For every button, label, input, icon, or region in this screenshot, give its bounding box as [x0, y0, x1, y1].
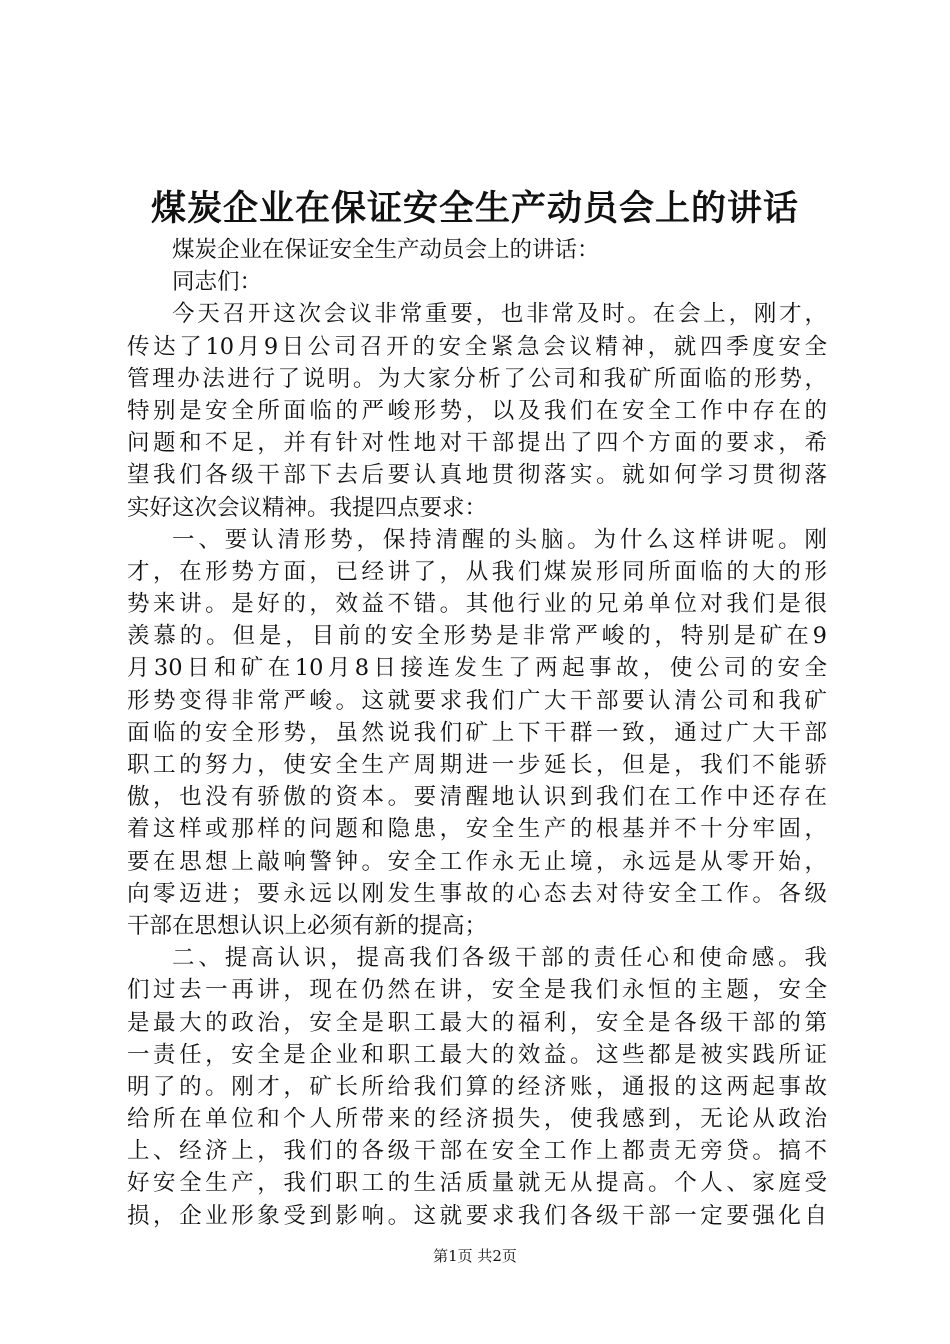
body-line: 上、经济上，我们的各级干部在安全工作上都责无旁贷。搞不	[127, 1138, 827, 1165]
body-line: 要在思想上敲响警钟。安全工作永无止境，永远是从零开始，	[127, 848, 827, 875]
body-line: 一、要认清形势，保持清醒的头脑。为什么这样讲呢。刚	[172, 526, 827, 553]
body-line: 给所在单位和个人所带来的经济损失，使我感到，无论从政治	[127, 1106, 827, 1133]
body-line: 实好这次会议精神。我提四点要求：	[127, 494, 488, 521]
document-title: 煤炭企业在保证安全生产动员会上的讲话	[150, 189, 799, 229]
body-line: 一责任，安全是企业和职工最大的效益。这些都是被实践所证	[127, 1041, 827, 1068]
page-footer	[0, 1246, 950, 1266]
body-line: 着这样或那样的问题和隐患，安全生产的根基并不十分牢固，	[127, 816, 827, 843]
body-line: 特别是安全所面临的严峻形势，以及我们在安全工作中存在的	[127, 397, 827, 424]
body-line: 干部在思想认识上必须有新的提高；	[127, 912, 488, 939]
body-line: 望我们各级干部下去后要认真地贯彻落实。就如何学习贯彻落	[127, 462, 827, 489]
body-line: 傲，也没有骄傲的资本。要清醒地认识到我们在工作中还存在	[127, 784, 827, 811]
body-line: 势来讲。是好的，效益不错。其他行业的兄弟单位对我们是很	[127, 591, 827, 618]
body-line: 才，在形势方面，已经讲了，从我们煤炭形同所面临的大的形	[127, 558, 827, 585]
body-line: 管理办法进行了说明。为大家分析了公司和我矿所面临的形势，	[127, 365, 827, 392]
body-line: 是最大的政治，安全是职工最大的福利，安全是各级干部的第	[127, 1009, 827, 1036]
body-line: 同志们：	[172, 269, 263, 296]
body-line: 明了的。刚才，矿长所给我们算的经济账，通报的这两起事故	[127, 1073, 827, 1100]
body-line: 职工的努力，使安全生产周期进一步延长，但是，我们不能骄	[127, 752, 827, 778]
body-line: 煤炭企业在保证安全生产动员会上的讲话：	[172, 237, 600, 263]
page-number: 第1页 共2页	[433, 1247, 517, 1265]
body-line: 面临的安全形势，虽然说我们矿上下干群一致，通过广大干部	[127, 719, 827, 746]
body-line: 损，企业形象受到影响。这就要求我们各级干部一定要强化自	[127, 1202, 827, 1229]
body-line: 问题和不足，并有针对性地对干部提出了四个方面的要求，希	[127, 430, 827, 457]
body-line: 们过去一再讲，现在仍然在讲，安全是我们永恒的主题，安全	[127, 977, 827, 1004]
body-line: 今天召开这次会议非常重要，也非常及时。在会上，刚才，	[172, 301, 827, 328]
body-line: 月30日和矿在10月8日接连发生了两起事故，使公司的安全	[127, 655, 827, 682]
document-body	[127, 234, 827, 1232]
body-line: 羡慕的。但是，目前的安全形势是非常严峻的，特别是矿在9	[127, 623, 827, 650]
body-line: 二、提高认识，提高我们各级干部的责任心和使命感。我	[172, 945, 827, 972]
body-line: 形势变得非常严峻。这就要求我们广大干部要认清公司和我矿	[127, 687, 827, 714]
body-line: 好安全生产，我们职工的生活质量就无从提高。个人、家庭受	[127, 1170, 827, 1197]
body-line: 向零迈进；要永远以刚发生事故的心态去对待安全工作。各级	[127, 880, 827, 907]
body-line: 传达了10月9日公司召开的安全紧急会议精神，就四季度安全	[127, 333, 827, 360]
